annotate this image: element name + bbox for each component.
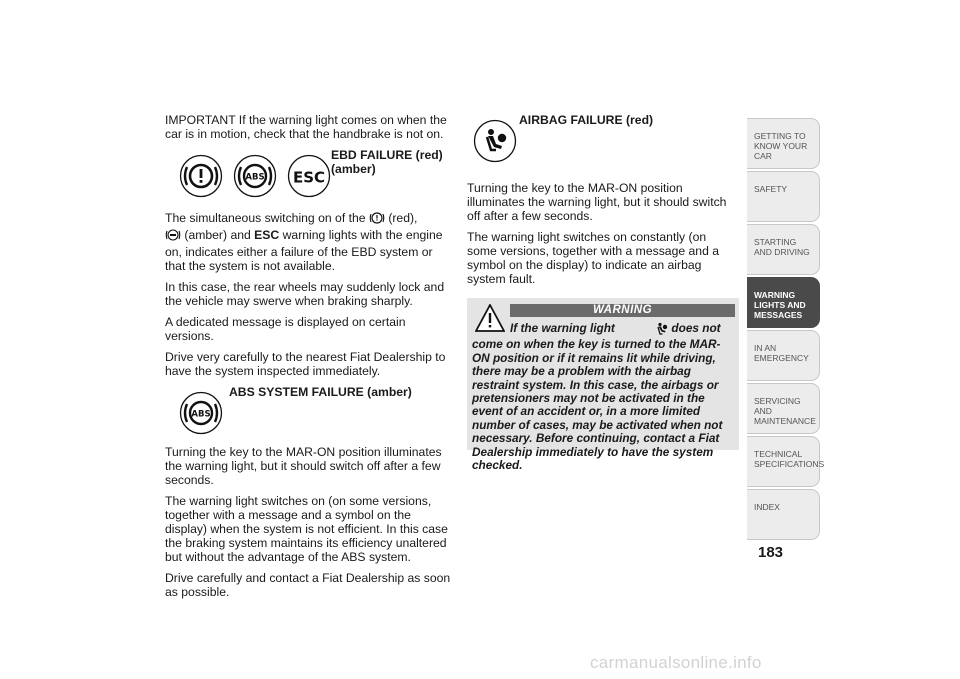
abs-failure-icon-text: ABS [191, 409, 211, 420]
simultaneous-paragraph [165, 211, 451, 273]
warning-box [467, 298, 739, 473]
simul-esc-text: ESC [254, 228, 280, 242]
tab-technical[interactable]: TECHNICAL SPECIFICATIONS [747, 436, 820, 487]
airbag-failure-title [519, 113, 739, 127]
warning-text-2: does not come on when the key is turned to the MAR-ON position or if it remains lit while driving, there may be a problem with the airbag restraint system. In this case, the airbags or pretensioners may not be activated in the event of an accident or, in a more limited number of cases, may be activated when not necessary. Before continuing, contact a Fiat Dealership immediately to have the system checked. [472, 321, 723, 473]
right-column [467, 113, 739, 473]
abs-indicator-row [165, 385, 451, 445]
abs-on-paragraph: The warning light switches on (on some versions, together with a message and a symbol on the display) when the system is not efficient. In this case the braking system maintains its efficiency unaltered but without the advantage of the ABS system. [165, 494, 448, 564]
airbag-on-paragraph: The warning light switches on constantly (on some versions, together with a message and a symbol on the display) to indicate an airbag system fault. [467, 230, 720, 286]
simul-text-2: (red), [388, 211, 418, 225]
abs-failure-title [229, 385, 459, 399]
esc-warning-icon [287, 154, 331, 198]
abs-failure-icon [179, 391, 223, 435]
tab-starting-driving[interactable]: STARTING AND DRIVING [747, 224, 820, 275]
warning-text [472, 322, 731, 472]
simul-text-3: (amber) and [184, 228, 251, 242]
tab-emergency[interactable]: IN AN EMERGENCY [747, 330, 820, 381]
brake-inline-icon [369, 211, 385, 228]
tab-safety[interactable]: SAFETY [747, 171, 820, 222]
abs-icons [179, 391, 223, 435]
dedicated-message-paragraph: A dedicated message is displayed on certain versions. [165, 315, 406, 343]
airbag-icons [473, 119, 517, 163]
ebd-failure-title: EBD FAILURE (red) (amber) [331, 148, 443, 176]
chapter-tabs [747, 118, 825, 542]
ebd-icons [179, 154, 331, 198]
abs-warning-icon [233, 154, 277, 198]
left-column [165, 113, 451, 606]
abs-icon-text: ABS [245, 172, 265, 183]
airbag-indicator-row [467, 113, 739, 177]
ebd-indicator-row [165, 148, 451, 206]
drive-carefully-paragraph: Drive very carefully to the nearest Fiat Dealership to have the system inspected immediately. [165, 350, 446, 378]
page-number: 183 [758, 544, 784, 561]
brake-warning-icon [179, 154, 223, 198]
simul-text-4: warning lights with the engine on, indicates either a failure of the EBD system or that the system is not available. [165, 228, 443, 273]
rear-wheels-paragraph: In this case, the rear wheels may suddenly lock and the vehicle may swerve when braking sharply. [165, 280, 445, 308]
airbag-title-note: (red) [625, 113, 654, 127]
warning-heading: WARNING [510, 304, 735, 317]
abs-key-paragraph: Turning the key to the MAR-ON position illuminates the warning light, but it should switch off after a few seconds. [165, 445, 442, 487]
abs-inline-icon [165, 228, 181, 245]
airbag-warning-icon [473, 119, 517, 163]
esc-icon-text: ESC [292, 168, 326, 187]
tab-servicing[interactable]: SERVICING AND MAINTENANCE [747, 383, 820, 434]
abs-title-text: ABS SYSTEM FAILURE [229, 385, 364, 399]
watermark: carmanualsonline.info [590, 653, 762, 672]
warning-text-1: If the warning light [510, 321, 615, 335]
tab-warning-lights[interactable]: WARNING LIGHTS AND MESSAGES [747, 277, 820, 328]
important-paragraph: IMPORTANT If the warning light comes on when the car is in motion, check that the handbrake is not on. [165, 113, 447, 141]
abs-title-note: (amber) [367, 385, 412, 399]
abs-drive-paragraph: Drive carefully and contact a Fiat Dealership as soon as possible. [165, 571, 451, 599]
airbag-title-text: AIRBAG FAILURE [519, 113, 623, 127]
tab-getting-to-know[interactable]: GETTING TO KNOW YOUR CAR [747, 118, 820, 169]
simul-text-1: The simultaneous switching on of the [165, 211, 366, 225]
tab-index[interactable]: INDEX [747, 489, 820, 540]
airbag-inline-icon [618, 322, 668, 338]
airbag-key-paragraph: Turning the key to the MAR-ON position illuminates the warning light, but it should switch off after a few seconds. [467, 181, 727, 223]
